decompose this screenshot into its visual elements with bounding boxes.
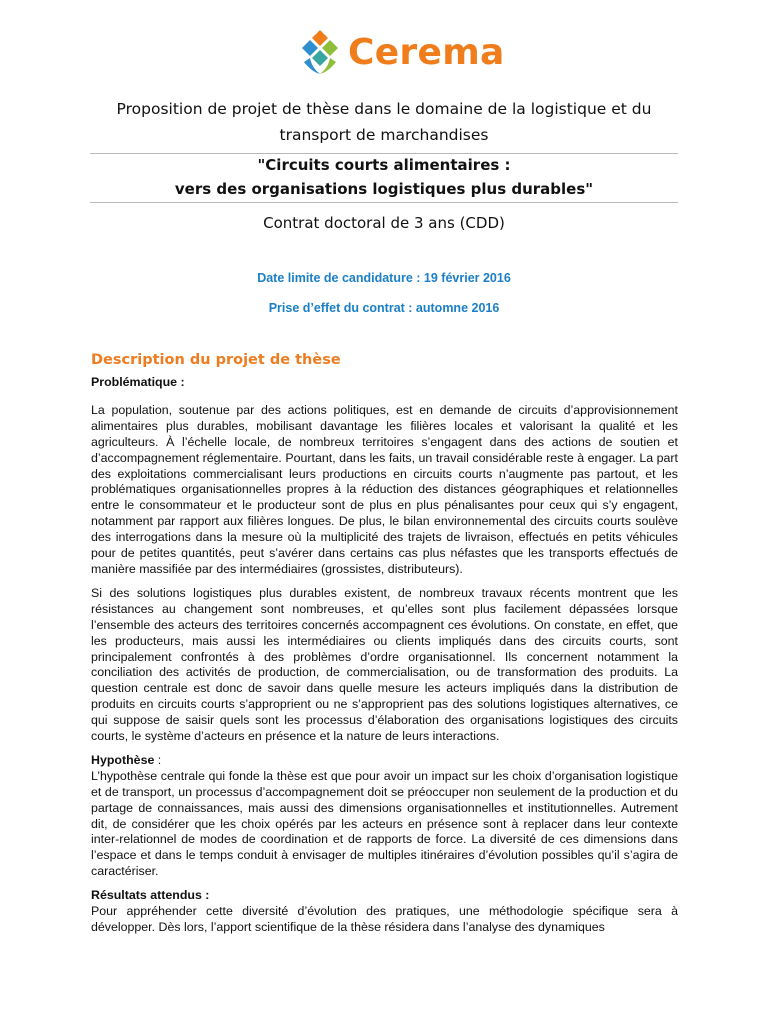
hypothese-paragraph: L’hypothèse centrale qui fonde la thèse est que pour avoir un impact sur les choix d’organisation logistique et de transport, un processus d’accompagnement doit se préoccuper non seulement de la production et du partage de connaissances, mais aussi des dimensions organisationnelles et institutionnelles. Autrement dit, de considérer que les choix opérés par les acteurs en présence sont à replacer dans leur contexte inter-relationnel de modes de coordination et de rapports de force. La diversité de ces dimensions dans l’espace et dans le temps conduit à envisager de multiples itinéraires d’évolution possibles qu’il s’agira de caractériser.	[91, 768, 678, 879]
hypothese-heading	[91, 753, 678, 769]
contract-type: Contrat doctoral de 3 ans (CDD)	[263, 214, 505, 232]
project-title-line-2: vers des organisations logistiques plus durables"	[174, 180, 594, 198]
project-title-line-1: "Circuits courts alimentaires :	[257, 156, 511, 174]
contract-start-date: Prise d’effet du contrat : automne 2016	[268, 301, 500, 315]
project-title	[80, 153, 688, 201]
section-body	[91, 375, 678, 944]
section-title: Description du projet de thèse	[91, 352, 341, 368]
resultats-heading: Résultats attendus :	[91, 888, 210, 903]
hypothese-label: Hypothèse	[91, 752, 155, 767]
document-header-title: Proposition de projet de thèse dans le domaine de la logistique et du transport de marchandises	[116, 100, 652, 144]
hypothese-colon: :	[154, 752, 162, 767]
problematique-paragraph-1: La population, soutenue par des actions politiques, est en demande de circuits d’approvisionnement alimentaires plus durables, mobilisant davantage les filières locales et valorisant la qualité et les agriculteurs. À l’échelle locale, de nombreux territoires s’engagent dans des actions de soutien et d’accompagnement réglementaire. Pourtant, dans les faits, un travail considérable reste à engager. La part des exploitations commercialisant leurs productions en circuits courts n’augmente pas partout, et les problématiques organisationnelles propres à la réduction des distances géographiques et relationnelles entre le consommateur et le producteur sont de plus en plus pénalisantes pour ceux qui s’y engagent, notamment par rapport aux filières longues. De plus, le bilan environnemental des circuits courts soulève des interrogations dans la mesure où la multiplicité des trajets de livraison, effectués en petits véhicules pour de petites quantités, peut s’avérer dans certains cas plus néfastes que les transports effectués de manière massifiée par des intermédiaires (grossistes, distributeurs).	[91, 402, 678, 576]
problematique-paragraph-2: Si des solutions logistiques plus durables existent, de nombreux travaux récents montrent que les résistances au changement sont nombreuses, et qu’elles sont plus facilement dépassées lorsque l’ensemble des acteurs des territoires concernés accompagnent ces évolutions. On constate, en effet, que les producteurs, mais aussi les intermédiaires ou clients impliqués dans des circuits courts, sont principalement confrontés à des problèmes d’ordre organisationnel. Ils concernent notamment la conciliation des activités de production, de commercialisation, ou de transformation des produits. La question centrale est donc de savoir dans quelle mesure les acteurs impliqués dans la distribution de produits en circuits courts s’approprient ou ne s’approprient pas des solutions logistiques alternatives, ce qui suppose de saisir quels sont les processus d’élaboration des organisations logistiques des circuits courts, le système d’acteurs en présence et la nature de leurs interactions.	[91, 585, 678, 744]
cerema-logo	[298, 28, 505, 76]
logo-wordmark: Cerema	[348, 31, 505, 73]
cerema-logo-icon	[298, 28, 342, 76]
problematique-heading: Problématique :	[91, 375, 185, 389]
application-deadline: Date limite de candidature : 19 février 2016	[257, 271, 511, 285]
resultats-paragraph: Pour appréhender cette diversité d’évolution des pratiques, une méthodologie spécifique sera à développer. Dès lors, l’apport scientifique de la thèse résidera dans l’analyse des dynamiques	[91, 904, 678, 934]
divider-bottom	[90, 202, 678, 203]
